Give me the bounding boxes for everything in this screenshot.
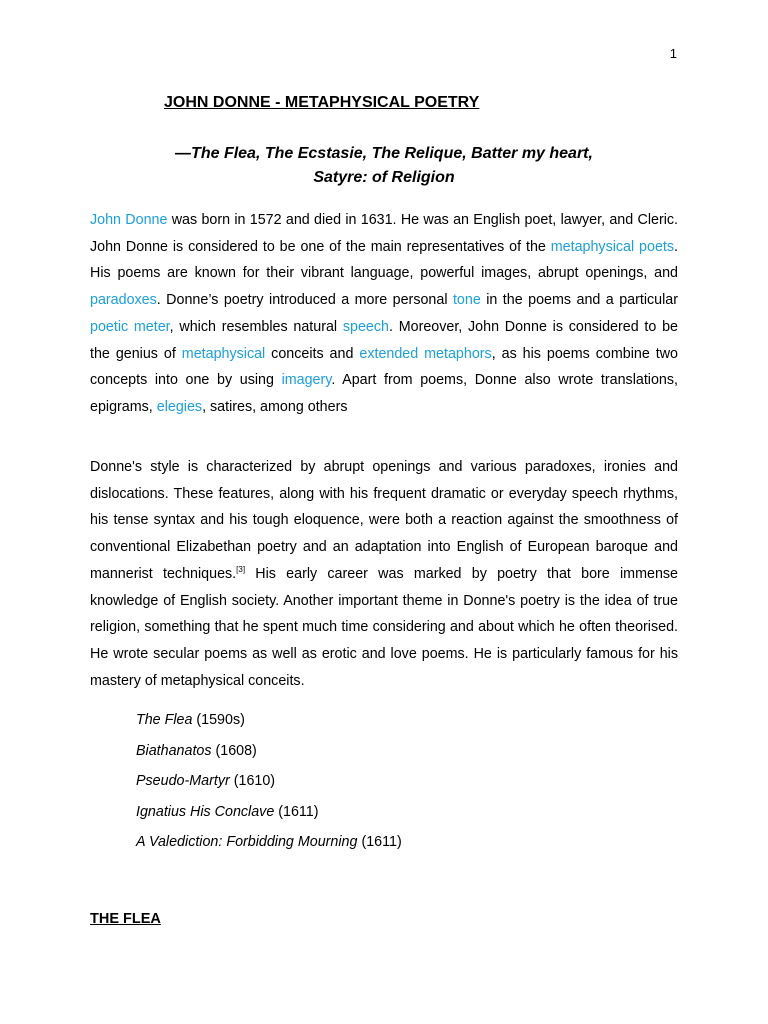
footnote-reference[interactable]: [3] [236,565,246,575]
link-metaphysical-poets[interactable]: metaphysical poets [550,238,675,255]
link-speech[interactable]: speech [342,318,389,335]
link-elegies[interactable]: elegies [156,398,203,415]
work-year: (1611) [357,834,402,850]
text-segment: . His poems are known for their vibrant language, powerful images, abrupt openings, and [90,238,678,282]
work-title: Biathanatos [136,742,212,759]
work-title: A Valediction: Forbidding Mourning [136,834,358,850]
link-tone[interactable]: tone [452,292,481,309]
subtitle-line-2: Satyre: of Religion [313,169,455,186]
text-segment: . Donne’s poetry introduced a more personal [156,292,453,309]
text-segment: , satires, among others [202,398,348,415]
link-metaphysical[interactable]: metaphysical [181,345,266,362]
style-paragraph [90,454,678,694]
document-title: JOHN DONNE - METAPHYSICAL POETRY [164,94,480,111]
work-year: (1608) [211,742,257,759]
text-segment: conceits and [265,345,360,362]
text-segment: Donne's style is characterized by abrupt openings and various paradoxes, ironies and dislocations. These features, along with his frequent dramatic or everyday speech rhythms, his tense syntax and his tough eloquence, were both a reaction against the smoothness of conventional Elizabethan poetry and an adaptation into English of European baroque and mannerist techniques. [90,459,678,582]
text-segment: in the poems and a particular [480,292,678,309]
work-year: (1610) [229,773,276,789]
work-title: The Flea [136,712,193,728]
text-segment: , which resembles natural [169,318,343,335]
page-number: 1 [669,46,677,61]
work-title: Pseudo-Martyr [136,773,230,789]
work-item [136,834,402,865]
text-segment: . Apart from poems, Donne also wrote translations, epigrams, [90,372,678,415]
work-year: (1590s) [192,712,245,728]
text-segment: . Moreover, John Donne is considered to be the genius of [90,318,679,362]
link-paradoxes[interactable]: paradoxes [90,292,157,309]
work-item [136,712,402,743]
link-john-donne[interactable]: John Donne [90,212,168,228]
text-segment: was born in 1572 and died in 1631. He was an English poet, lawyer, and Cleric. John Donne is considered to be one of the main representatives of the [90,212,679,255]
section-heading: THE FLEA [90,911,161,927]
subtitle-line-1: —The Flea, The Ecstasie, The Relique, Batter my heart, [175,145,593,162]
work-item [136,773,402,804]
document-subtitle [90,142,678,190]
work-title: Ignatius His Conclave [136,803,275,820]
work-year: (1611) [274,803,319,820]
intro-paragraph [90,207,678,421]
work-item [136,743,402,774]
link-imagery[interactable]: imagery [281,372,332,389]
works-list [136,712,402,865]
text-segment: , as his poems combine two concepts into one by using [90,345,678,389]
text-segment: His early career was marked by poetry that bore immense knowledge of English society. Another important theme in Donne's poetry is the idea of true religion, something that he spent much time considering and about which he often theorised. He wrote secular poems as well as erotic and love poems. He is particularly famous for his mastery of metaphysical conceits. [90,565,678,689]
link-poetic-meter[interactable]: poetic meter [90,318,170,335]
work-item [136,804,402,835]
link-extended-metaphors[interactable]: extended metaphors [359,345,492,362]
